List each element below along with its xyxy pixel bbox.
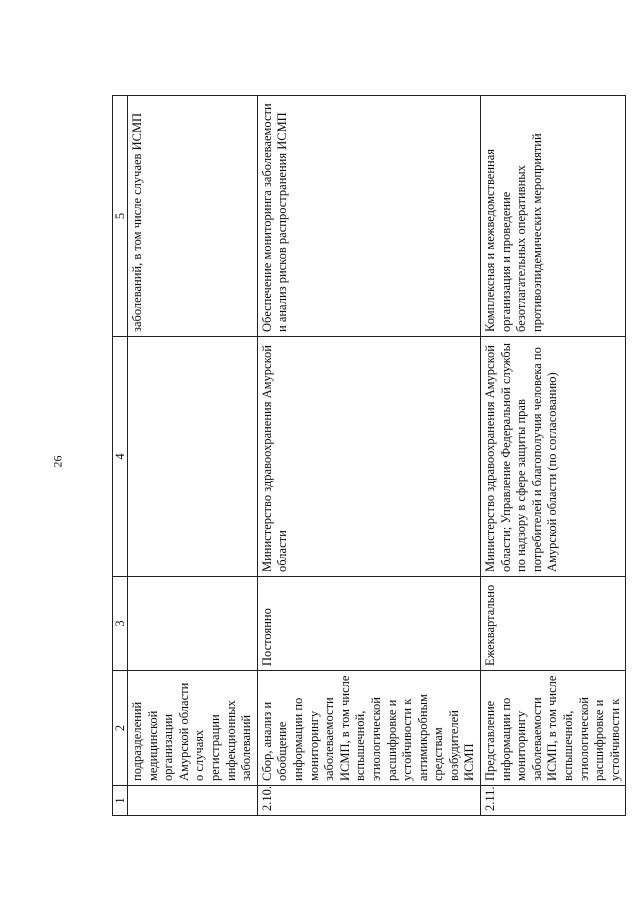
plan-table	[112, 95, 626, 816]
period-cell	[128, 577, 258, 671]
rotated-table-frame	[112, 96, 622, 816]
table-row	[257, 96, 480, 816]
executor-cell	[128, 337, 258, 577]
header-cell: 5	[113, 96, 128, 337]
row-number: 2.11.	[481, 786, 626, 816]
table-header-row	[113, 96, 128, 816]
event-cell: Сбор, анализ и обобщение информации по мониторингу заболеваемости ИСМП, в том числе вспышечной, этиологической расшифровке и устойчивости к антимикробным средствам возбудителей ИСМП	[257, 671, 480, 786]
result-cell: заболеваний, в том числе случаев ИСМП	[128, 96, 258, 337]
table-row	[481, 96, 626, 816]
header-cell: 3	[113, 577, 128, 671]
executor-cell: Министерство здравоохранения Амурской области; Управление Федеральной службы по надзору в сфере защиты прав потребителей и благополучия человека по Амурской области (по согласованию)	[481, 337, 626, 577]
row-number	[128, 786, 258, 816]
result-cell: Комплексная и межведомственная организация и проведение безотлагательных оперативных противоэпидемических мероприятий	[481, 96, 626, 337]
period-cell: Ежеквартально	[481, 577, 626, 671]
header-cell: 2	[113, 671, 128, 786]
event-cell: Представление информации по мониторингу заболеваемости ИСМП, в том числе вспышечной, этиологической расшифровке и устойчивости к	[481, 671, 626, 786]
period-cell: Постоянно	[257, 577, 480, 671]
event-cell: подразделений медицинской организации Амурской области о случаях регистрации инфекционных заболеваний	[128, 671, 258, 786]
table-row	[128, 96, 258, 816]
page-number: 26	[50, 455, 65, 468]
result-cell: Обеспечение мониторинга заболеваемости и анализ рисков распространения ИСМП	[257, 96, 480, 337]
executor-cell: Министерство здравоохранения Амурской области	[257, 337, 480, 577]
header-cell: 1	[113, 786, 128, 816]
header-cell: 4	[113, 337, 128, 577]
row-number: 2.10.	[257, 786, 480, 816]
